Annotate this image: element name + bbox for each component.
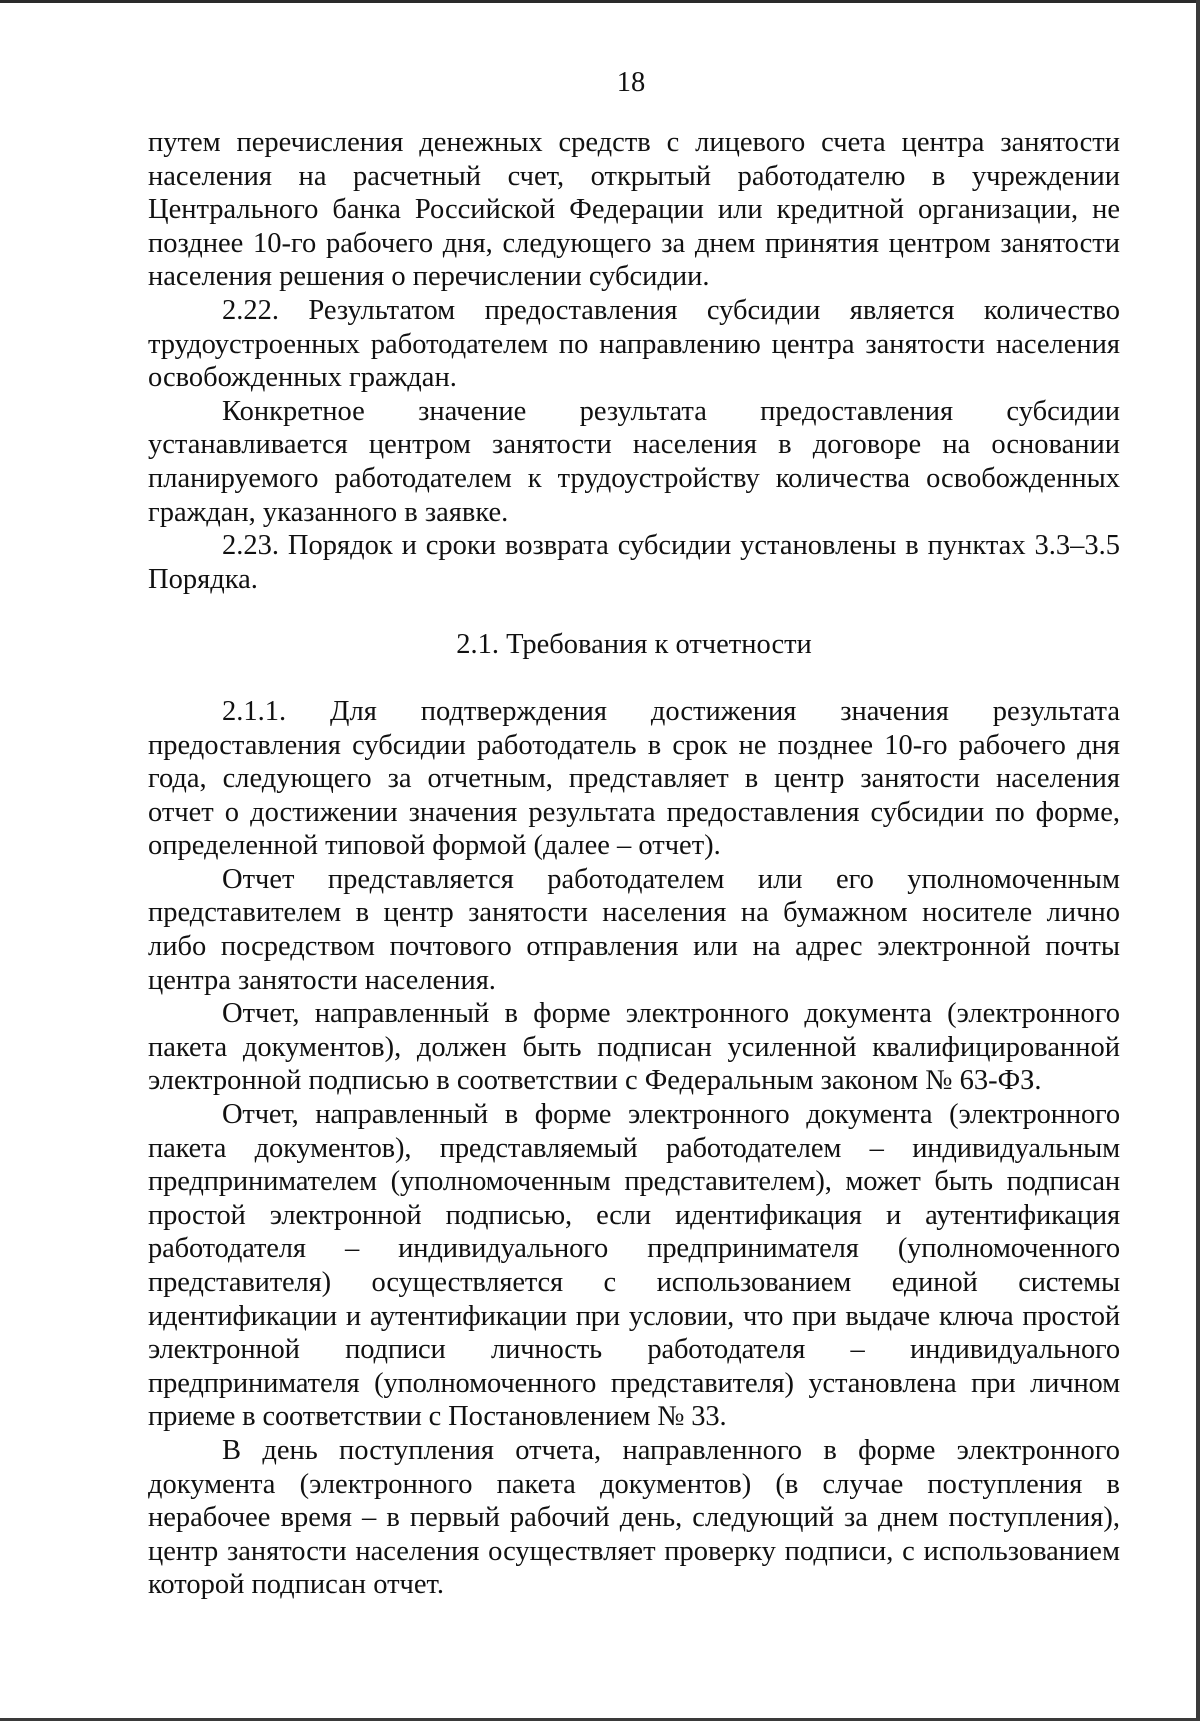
paragraph-2-1-1: 2.1.1. Для подтверждения достижения значения результата предоставления субсидии работодатель в срок не позднее 10-го рабочего дня года, следующего за отчетным, представляет в центр занятости населения отчет о достижении значения результата предоставления субсидии по форме, определенной типовой формой (далее – отчет).: [148, 695, 1120, 862]
paragraph-electronic-signature: Отчет, направленный в форме электронного документа (электронного пакета документов), должен быть подписан усиленной квалифицированной электронной подписью в соответствии с Федеральным законом № 63-ФЗ.: [148, 998, 1120, 1097]
scan-border-right: [1196, 0, 1200, 1721]
paragraph-2-22: 2.22. Результатом предоставления субсидии является количество трудоустроенных работодателем по направлению центра занятости населения освобожденных граждан.: [148, 294, 1120, 394]
paragraph-2-23: 2.23. Порядок и сроки возврата субсидии установлены в пунктах 3.3–3.5 Порядка.: [148, 530, 1120, 595]
section-heading: 2.1. Требования к отчетности: [456, 629, 812, 661]
page-number: 18: [616, 67, 646, 98]
paragraph-report-submission: Отчет представляется работодателем или его уполномоченным представителем в центр занятости населения на бумажном носителе лично либо посредством почтового отправления или на адрес электронной почты центра занятости населения.: [148, 863, 1120, 996]
paragraph-continuation: путем перечисления денежных средств с лицевого счета центра занятости населения на расчетный счет, открытый работодателю в учреждении Центрального банка Российской Федерации или кредитной организации, не позднее 10-го рабочего дня, следующего за днем принятия центром занятости населения решения о перечислении субсидии.: [148, 127, 1120, 293]
document-body: [148, 126, 1120, 1602]
paragraph-signature-check: В день поступления отчета, направленного в форме электронного документа (электронного пакета документов) (в случае поступления в нерабочее время – в первый рабочий день, следующий за днем поступления), центр занятости населения осуществляет проверку подписи, с использованием которой подписан отчет.: [148, 1434, 1120, 1601]
paragraph-simple-signature: Отчет, направленный в форме электронного документа (электронного пакета документов), представляемый работодателем – индивидуальным предпринимателем (уполномоченным представителем), может быть подписан простой электронной подписью, если идентификация и аутентификация работодателя – индивидуального предпринимателя (уполномоченного представителя) осуществляется с использованием единой системы идентификации и аутентификации при условии, что при выдаче ключа простой электронной подписи личность работодателя – индивидуального предпринимателя (уполномоченного представителя) установлена при личном приеме в соответствии с Постановлением № 33.: [148, 1099, 1120, 1433]
scan-border-top: [0, 0, 1200, 3]
paragraph-result-value: Конкретное значение результата предоставления субсидии устанавливается центром занятости населения в договоре на основании планируемого работодателем к трудоустройству количества освобожденных граждан, указанного в заявке.: [148, 395, 1120, 528]
